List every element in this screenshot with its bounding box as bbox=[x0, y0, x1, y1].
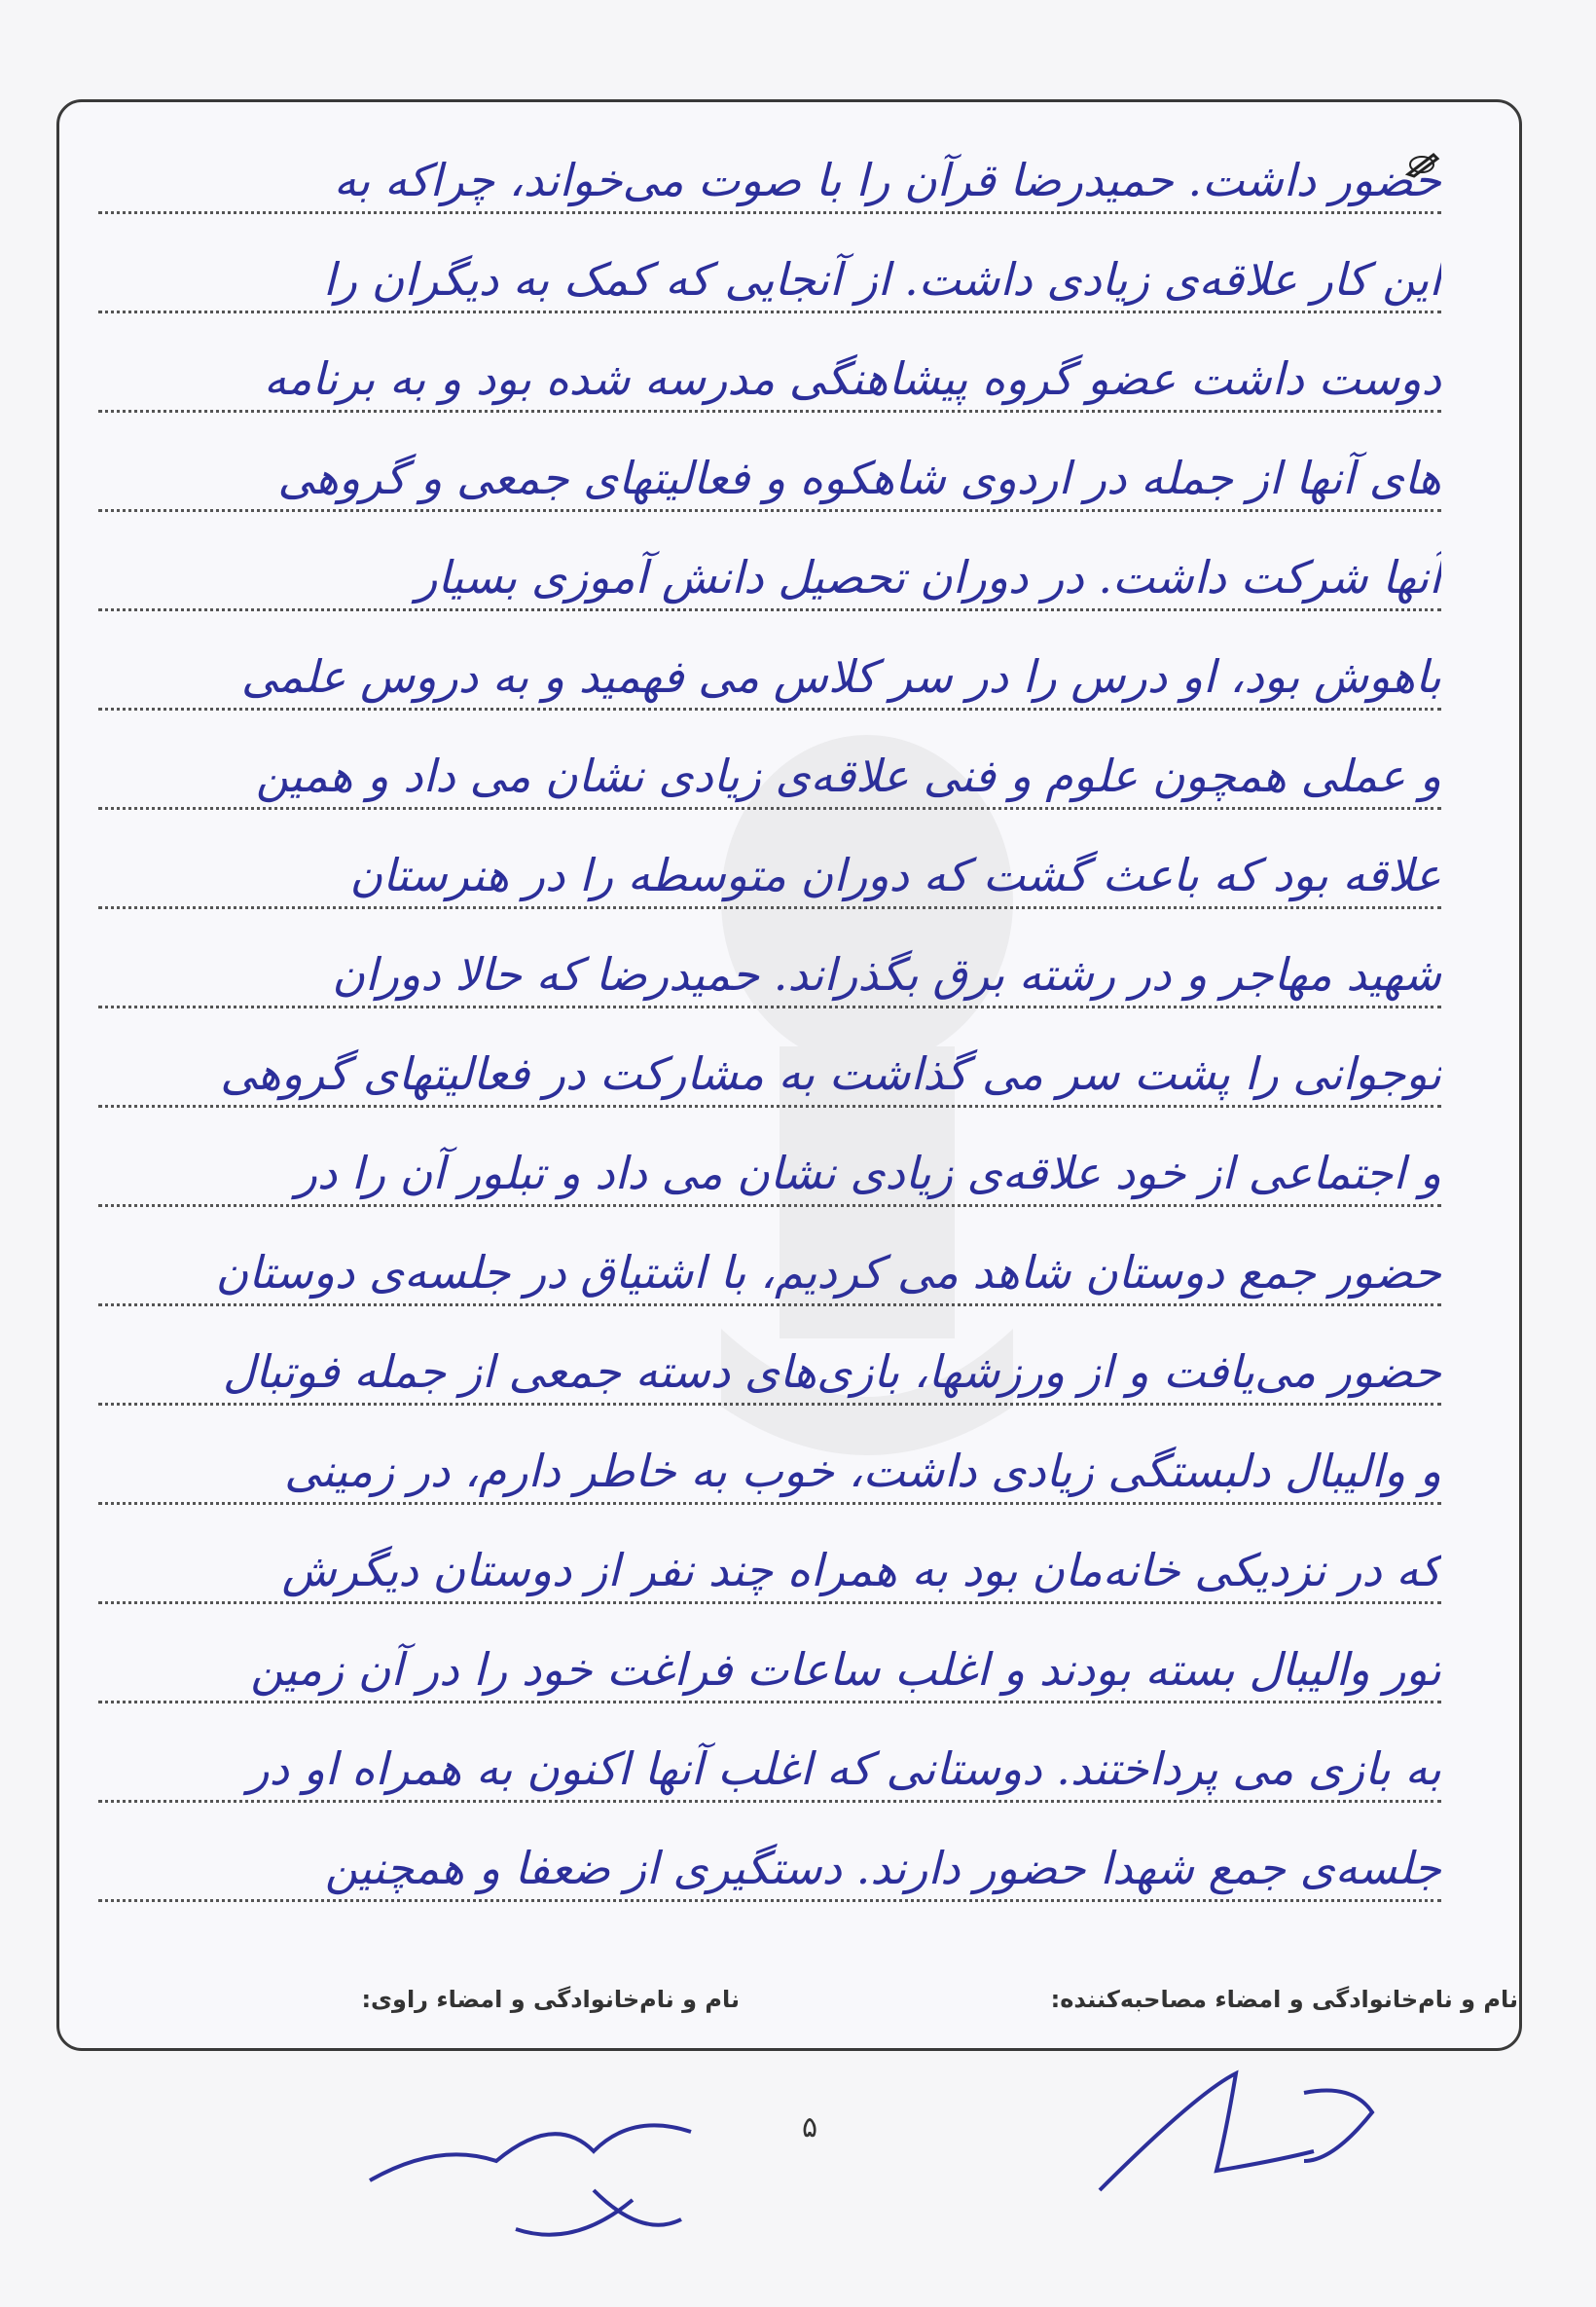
dotted-rule bbox=[98, 211, 1441, 214]
dotted-rule bbox=[98, 1701, 1441, 1703]
dotted-rule bbox=[98, 1105, 1441, 1108]
handwritten-line: باهوش بود، او درس را در سر کلاس می فهمید و به دروس علمی bbox=[240, 650, 1441, 703]
handwritten-line: آنها شرکت داشت. در دوران تحصیل دانش آموزی بسیار bbox=[416, 551, 1441, 604]
dotted-rule bbox=[98, 311, 1441, 313]
handwritten-line: علاقه بود که باعث گشت که دوران متوسطه را در هنرستان bbox=[349, 849, 1441, 901]
page-number: ۵ bbox=[802, 2110, 818, 2144]
dotted-rule bbox=[98, 807, 1441, 810]
handwritten-line: حضور جمع دوستان شاهد می کردیم، با اشتیاق در جلسه‌ی دوستان bbox=[215, 1246, 1441, 1299]
narrator-label: نام و نام‌خانوادگی و امضاء راوی: bbox=[361, 1986, 740, 2013]
handwritten-line: تور والیبال بسته بودند و اغلب ساعات فراغت خود را در آن زمین bbox=[250, 1643, 1441, 1696]
handwritten-line: جلسه‌ی جمع شهدا حضور دارند. دستگیری از ضعفا و همچنین bbox=[324, 1842, 1441, 1894]
pen-icon bbox=[1404, 149, 1441, 178]
handwritten-line: های آنها از جمله در اردوی شاهکوه و فعالیتهای جمعی و گروهی bbox=[277, 452, 1441, 504]
dotted-rule bbox=[98, 1303, 1441, 1306]
handwritten-line: حضور می‌یافت و از ورزشها، بازی‌های دسته جمعی از جمله فوتبال bbox=[222, 1345, 1441, 1398]
handwritten-line: که در نزدیکی خانه‌مان بود به همراه چند نفر از دوستان دیگرش bbox=[281, 1544, 1441, 1596]
handwritten-line: و عملی همچون علوم و فنی علاقه‌ی زیادی نشان می داد و همین bbox=[255, 750, 1441, 802]
handwritten-line: نوجوانی را پشت سر می گذاشت به مشارکت در فعالیتهای گروهی bbox=[220, 1047, 1441, 1100]
interviewer-label: نام و نام‌خانوادگی و امضاء مصاحبه‌کننده: bbox=[1050, 1986, 1518, 2013]
dotted-rule bbox=[98, 509, 1441, 512]
dotted-rule bbox=[98, 1403, 1441, 1406]
dotted-rule bbox=[98, 1006, 1441, 1008]
handwritten-line: حضور داشت. حمیدرضا قرآن را با صوت می‌خواند، چراکه به bbox=[333, 154, 1441, 206]
dotted-rule bbox=[98, 1899, 1441, 1902]
handwritten-line: به بازی می پرداختند. دوستانی که اغلب آنها اکنون به همراه او در bbox=[247, 1742, 1441, 1795]
handwritten-line: شهید مهاجر و در رشته برق بگذراند. حمیدرضا که حالا دوران bbox=[332, 948, 1441, 1001]
handwritten-line: دوست داشت عضو گروه پیشاهنگی مدرسه شده بود و به برنامه bbox=[264, 352, 1441, 405]
handwritten-line: این کار علاقه‌ی زیادی داشت. از آنجایی که کمک به دیگران را bbox=[323, 253, 1441, 306]
dotted-rule bbox=[98, 1502, 1441, 1505]
handwritten-line: و والیبال دلبستگی زیادی داشت، خوب به خاطر دارم، در زمینی bbox=[284, 1445, 1441, 1497]
dotted-rule bbox=[98, 608, 1441, 611]
handwritten-body bbox=[59, 102, 1519, 2048]
dotted-rule bbox=[98, 410, 1441, 413]
dotted-rule bbox=[98, 1601, 1441, 1604]
form-frame bbox=[56, 99, 1522, 2051]
dotted-rule bbox=[98, 708, 1441, 711]
handwritten-line: و اجتماعی از خود علاقه‌ی زیادی نشان می داد و تبلور آن را در bbox=[295, 1147, 1441, 1199]
signature-left bbox=[360, 2093, 730, 2268]
dotted-rule bbox=[98, 1204, 1441, 1207]
dotted-rule bbox=[98, 1800, 1441, 1803]
signature-right bbox=[1080, 2054, 1401, 2210]
dotted-rule bbox=[98, 906, 1441, 909]
